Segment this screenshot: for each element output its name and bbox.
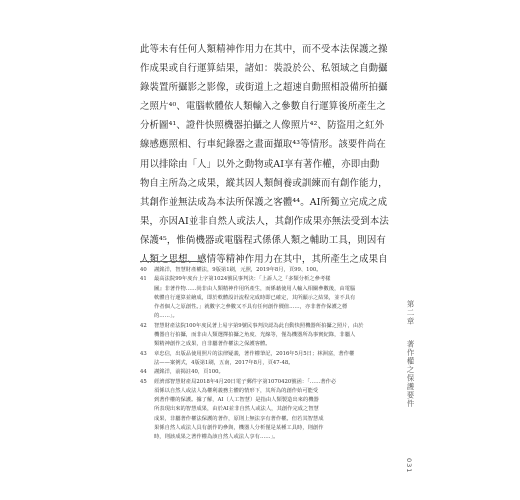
footnote-41 bbox=[140, 275, 402, 321]
footnote-number: 42 bbox=[140, 322, 147, 329]
footnote-line: 謝銘洋，前揭註40，頁100。 bbox=[154, 369, 224, 376]
body-line: 物自主所為之成果，縱其因人類飼養或訓練而有創作能力， bbox=[140, 177, 388, 189]
footnote-number: 41 bbox=[140, 276, 147, 283]
footnote-number: 45 bbox=[140, 378, 147, 385]
body-line: 錄裝置所攝影之影像，或街道上之超速自動照相設備所拍攝 bbox=[140, 82, 388, 94]
footnote-line: 圖』非著作物……尚非由人類精神作用所產生，而係藉使用人輸入相關參數後，由電腦 bbox=[154, 285, 356, 292]
body-line: 用以排除由「人」以外之動物或AI享有著作權，亦即由動 bbox=[140, 158, 380, 170]
footnote-number: 40 bbox=[140, 267, 147, 273]
footnote-line: 章忠信，出版品使用照片的法律疑義，著作權筆記，2016年5月5日；林洲富，著作權 bbox=[154, 350, 355, 357]
body-line: 其創作並無法成為本法所保護之客體⁴⁴。AI所獨立完成之成 bbox=[140, 196, 388, 208]
chapter-title: 著作權之保護要件 bbox=[406, 340, 415, 409]
body-line: 線感應照相、行車紀錄器之畫面擷取⁴³等情形。該要件尚在 bbox=[140, 139, 386, 151]
body-text bbox=[140, 40, 398, 269]
body-line: 作成果或自行運算結果，諸如：裝設於公、私領域之自動攝 bbox=[140, 63, 388, 75]
footnotes bbox=[140, 266, 402, 443]
footnote-line: 法——案例式，4版第1刷，五南，2017年8月，頁47-48。 bbox=[154, 359, 294, 366]
footnote-line: 所表現出來的智慧成果，由於AI並非自然人或法人，其創作完成之智慧 bbox=[154, 406, 319, 413]
footnote-45 bbox=[140, 378, 402, 443]
body-line: 人類之思想、感情等精神作用力在其中，其所產生之成果自 bbox=[140, 254, 388, 266]
footnote-line: 機器自行拍攝，而非由人類選擇拍攝之角度、光線等，僅為機器所為事實紀錄，非屬人 bbox=[154, 332, 356, 339]
body-line: 果，亦因AI並非自然人或法人，其創作成果亦無法受到本法 bbox=[140, 215, 389, 227]
chapter-number: 第二章 bbox=[406, 300, 415, 326]
footnote-line: 謝銘洋，智慧財產權法，9版第1刷，元照，2019年8月，頁99、100。 bbox=[154, 267, 322, 273]
footnote-number: 44 bbox=[140, 369, 147, 376]
footnote-line: 智慧財產法院100年度民著上易字第9號民事判決認為此自動快照機器所拍攝之照片，由於 bbox=[154, 322, 364, 329]
footnote-line: 經濟部智慧財產局2018年4月20日電子郵件字第1070420號函：「……著作必 bbox=[154, 378, 337, 385]
body-line: 保護⁴⁵，惟倘機器或電腦程式係係人類之輔助工具，則因有 bbox=[140, 234, 386, 246]
footnote-42 bbox=[140, 322, 402, 350]
footnote-43 bbox=[140, 350, 402, 369]
footnote-line: 最高法院99年度台上字第1024號民事判決：「上訴人之『多類分析之參考樣 bbox=[154, 276, 331, 283]
footnote-line: 的……」。 bbox=[154, 313, 178, 320]
footnote-line: 須係以自然人或法人為權利義務主體的情形下，其所為的創作始可能受 bbox=[154, 387, 319, 394]
footnote-40 bbox=[140, 266, 402, 275]
footnote-divider bbox=[140, 261, 202, 262]
side-chapter-label bbox=[402, 300, 416, 408]
footnote-line: 作者個人之原創性。」就數字之參數又不具有任何創作價值……，亦非著作保護之標 bbox=[154, 304, 348, 311]
footnote-line: 果係自然人或法人具有創作的參與，機器人分析僅是某種工具時，則創作 bbox=[154, 425, 324, 432]
footnote-44 bbox=[140, 368, 402, 377]
footnote-line: 到著作權的保護。據了解，AI（人工智慧）是指由人類製造出來的機器 bbox=[154, 397, 319, 404]
footnote-line: 軟體自行運算並繪成，即於軟體設計流程完成時即已確定，其所顯示之結果，並不具有 bbox=[154, 294, 356, 301]
footnote-line: 成果，非屬著作權法保護的著作，原則上無法享有著作權。但若其智慧成 bbox=[154, 415, 324, 422]
footnote-line: 時，則該成果之著作權為該自然人或法人享有……」。 bbox=[154, 434, 279, 441]
body-line: 分析圖⁴¹、證件快照機器拍攝之人像照片⁴²、防盜用之紅外 bbox=[140, 120, 385, 132]
body-line: 之照片⁴⁰、電腦軟體依人類輸入之參數自行運算後所產生之 bbox=[140, 101, 386, 113]
body-line: 此等未有任何人類精神作用力在其中，而不受本法保護之操 bbox=[140, 44, 388, 55]
footnote-number: 43 bbox=[140, 350, 147, 357]
footnote-line: 類精神創作之成果，自非屬著作權法之保護客體。 bbox=[154, 341, 271, 348]
page-number: 031 bbox=[405, 458, 413, 474]
